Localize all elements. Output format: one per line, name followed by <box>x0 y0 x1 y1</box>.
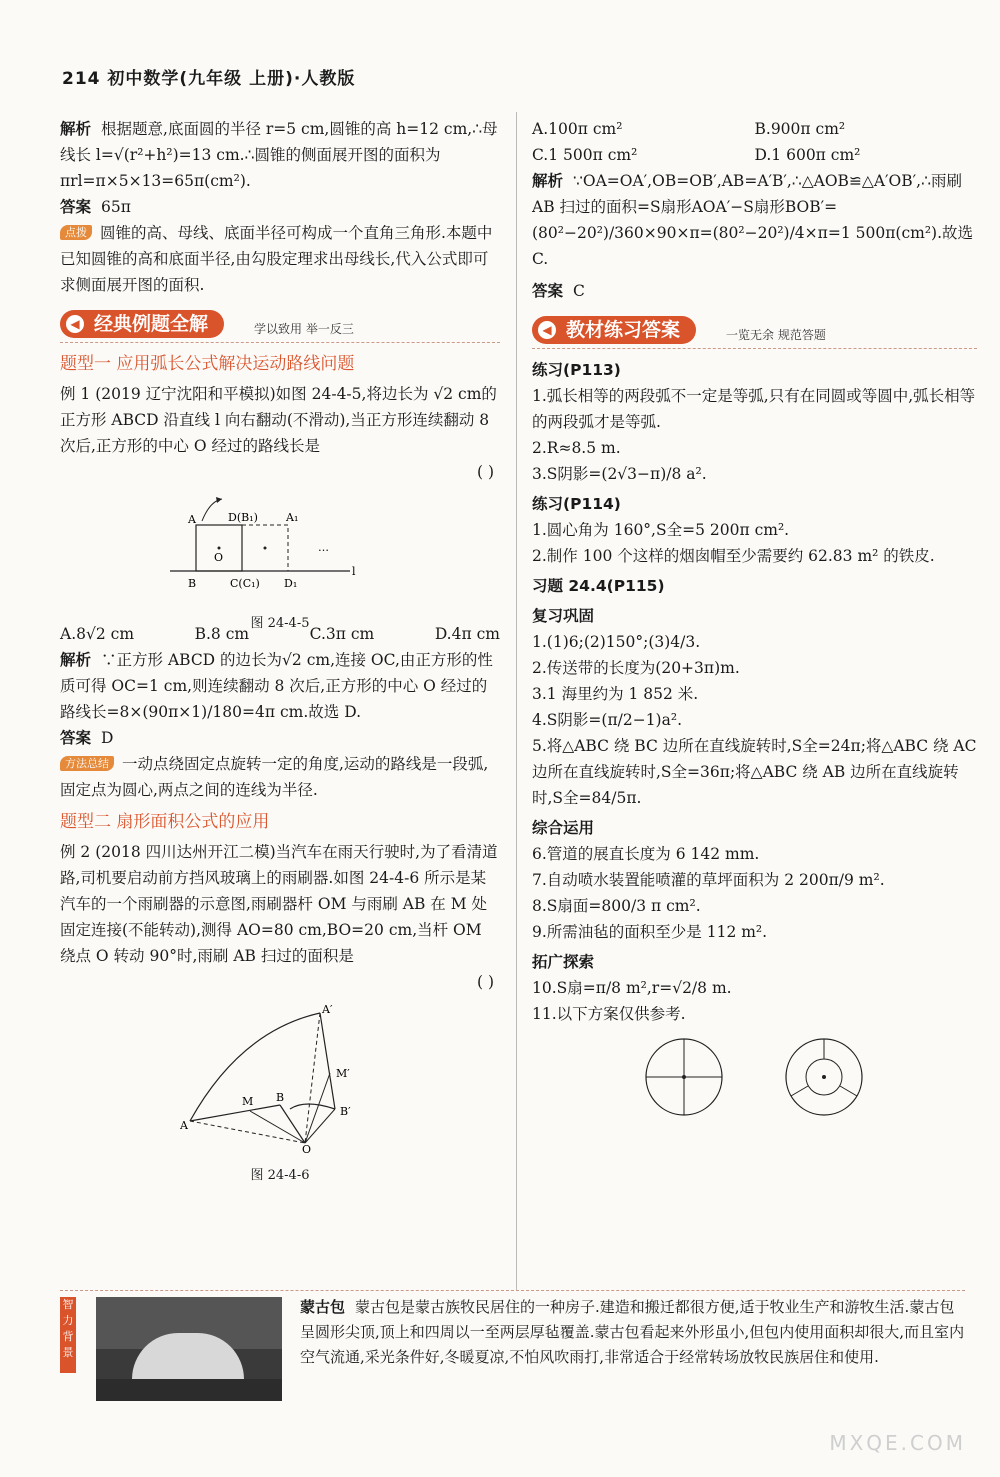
figure-caption-2: 图 24-4-6 <box>250 1168 310 1183</box>
background-text: 蒙古包 蒙古包是蒙古族牧民居住的一种房子.建造和搬迁都很方便,适于牧业生产和游牧生活.蒙古包呈圆形尖顶,顶上和四周以一至两层厚毡覆盖.蒙古包看起来外形虽小,但包内使用面积却很大,而且室内空气流通,采光条件好,冬暖夏凉,不怕风吹雨打,非常适合于经常转场放牧民族居住和使用. <box>300 1298 965 1366</box>
label-ellipsis: … <box>318 541 329 554</box>
column-divider <box>516 112 517 1290</box>
analysis-3: 解析 ∵OA=OA′,OB=OB′,AB=A′B′,∴△AOB≌△A′OB′,∴雨刷 AB 扫过的面积=S扇形AOA′−S扇形BOB′=(80²−20²)/360×90×π=(80²−20²)/4×π=1 500π(cm²).故选 C. <box>532 172 974 268</box>
tip-2: 方法总结 一动点绕固定点旋转一定的角度,运动的路线是一段弧,固定点为圆心,两点之间的连线为半径. <box>60 755 489 799</box>
analysis-2: 解析 ∵正方形 ABCD 的边长为√2 cm,连接 OC,由正方形的性质可得 OC=1 cm,则连续翻动 8 次后,正方形的中心 O 经过的路线长=8×(90π×1)/180=4π cm.故选 D. <box>60 651 493 721</box>
wiper-diagram <box>180 1001 380 1153</box>
label-D-B1: D(B₁) <box>228 511 258 524</box>
answer-1: 答案 65π <box>60 198 131 216</box>
tip-1: 点拨 圆锥的高、母线、底面半径可构成一个直角三角形.本题中已知圆锥的高和底面半径,由勾股定理求出母线长,代入公式即可求侧面展开图的面积. <box>60 224 493 294</box>
section-banner-textbook-answers: ◀ 教材练习答案 一览无余 规范答题 <box>532 316 977 349</box>
section-banner-examples: ◀ 经典例题全解 学以致用 举一反三 <box>60 310 500 343</box>
option-c: C.3π cm <box>309 625 375 643</box>
intellectual-background-box <box>60 1290 965 1411</box>
label-l: l <box>352 565 356 578</box>
question-type-2: 题型二 扇形面积公式的应用 <box>60 812 270 832</box>
right-column <box>532 116 977 1121</box>
example-2: 例 2 (2018 四川达州开江二模)当汽车在雨天行驶时,为了看清道路,司机要启动前方挡风玻璃上的雨刷器.如图 24-4-6 所示是某汽车的一个雨刷器的示意图,雨刷器杆 OM 与雨刷 AB 在 M 处固定连接(不能转动),测得 AO=80 cm,BO=20 cm,当杆 OM 绕点 O 转动 90°时,雨刷 AB 扫过的面积是 <box>60 843 498 965</box>
analysis-1: 解析 根据题意,底面圆的半径 r=5 cm,圆锥的高 h=12 cm,∴母线长 l=√(r²+h²)=13 cm.∴圆锥的侧面展开图的面积为 πrl=π×5×13=65π(cm²). <box>60 120 498 190</box>
section-title: 综合运用 <box>532 819 595 837</box>
side-tag: 智力背景 <box>60 1297 76 1373</box>
label-O: O <box>214 551 224 564</box>
svg-text:B′: B′ <box>340 1105 351 1118</box>
option-d: D.4π cm <box>434 625 500 643</box>
circle-plan-diagrams <box>642 1035 902 1121</box>
option-b: B.8 cm <box>194 625 250 643</box>
section-title: 练习(P113) <box>532 361 621 379</box>
option-a: A.8√2 cm <box>60 625 135 643</box>
tip-badge: 方法总结 <box>60 756 114 771</box>
option-b: B.900π cm² <box>754 120 846 138</box>
section-title: 习题 24.4(P115) <box>532 577 665 595</box>
example-2-options <box>532 116 977 168</box>
question-type-1: 题型一 应用弧长公式解决运动路线问题 <box>60 354 355 374</box>
figure-24-4-5 <box>170 491 390 631</box>
label-A: A <box>188 513 196 526</box>
answer-blank-2: ( ) <box>476 973 494 991</box>
svg-text:B: B <box>276 1091 285 1104</box>
page-header: 214 初中数学(九年级 上册)·人教版 <box>62 69 356 89</box>
square-rolling-diagram <box>170 491 390 601</box>
section-title: 拓广探索 <box>532 953 595 971</box>
section-title: 复习巩固 <box>532 607 595 625</box>
left-column <box>60 116 500 1183</box>
background-title: 蒙古包 <box>300 1298 346 1316</box>
megaphone-icon: ◀ <box>66 315 84 333</box>
option-d: D.1 600π cm² <box>754 146 861 164</box>
exercise-sections: 练习(P113) 1.弧长相等的两段弧不一定是等弧,只有在同圆或等圆中,弧长相等的两段弧才是等弧. 2.R≈8.5 m. 3.S阴影=(2√3−π)/8 a². 练习(P114) 1.圆心角为 160°,S全=5 200π cm². 2.制作 100 个这样的烟囱帽至少需要约 62.83 m² 的铁皮. 习题 24.4(P115) 复习巩固 1.(1)6;(2)150°;(3)4/3. 2.传送带的长度为(20+3π)m. 3.1 海里约为 1 852 米. 4.S阴影=(π/2−1)a². 5.将△ABC 绕 BC 边所在直线旋转时,S全=24π;将△ABC 绕 AC 边所在直线旋转时,S全=36π;将△ABC 绕 AB 边所在直线旋转时,S全=84/5π. 综合运用 6.管道的展直长度为 6 142 mm. 7.自动喷水装置能喷灌的草坪面积为 2 200π/9 m². 8.S扇面=800/3 π cm². 9.所需油毡的面积至少是 112 m². 拓广探索 10.S扇=π/8 m²,r=√2/8 m. 11.以下方案仅供参考. <box>532 357 977 1027</box>
svg-text:M′: M′ <box>336 1067 350 1080</box>
label-C-C1: C(C₁) <box>230 577 260 590</box>
option-a: A.100π cm² <box>532 120 623 138</box>
answer-3: 答案 C <box>532 282 585 300</box>
label-A1: A₁ <box>286 511 299 524</box>
tip-badge: 点拨 <box>60 225 92 240</box>
watermark: MXQE.COM <box>829 1431 966 1455</box>
section-title: 练习(P114) <box>532 495 621 513</box>
answer-blank-1: ( ) <box>476 463 494 481</box>
example-1: 例 1 (2019 辽宁沈阳和平模拟)如图 24-4-5,将边长为 √2 cm的正方形 ABCD 沿直线 l 向右翻动(不滑动),当正方形连续翻动 8 次后,正方形的中心 O 经过的路线长是 <box>60 385 497 455</box>
answer-11-figures <box>532 1035 977 1121</box>
svg-text:A: A <box>180 1119 188 1132</box>
svg-text:M: M <box>242 1095 254 1108</box>
answer-2: 答案 D <box>60 729 114 747</box>
option-c: C.1 500π cm² <box>532 146 638 164</box>
svg-text:A′: A′ <box>322 1003 333 1016</box>
mongolian-yurt-photo <box>96 1297 282 1401</box>
figure-24-4-6 <box>180 1001 380 1183</box>
megaphone-icon: ◀ <box>538 321 556 339</box>
label-B: B <box>188 577 197 590</box>
label-D1: D₁ <box>284 577 298 590</box>
figure-caption-1: 图 24-4-5 <box>250 616 310 631</box>
svg-text:O: O <box>302 1143 312 1153</box>
